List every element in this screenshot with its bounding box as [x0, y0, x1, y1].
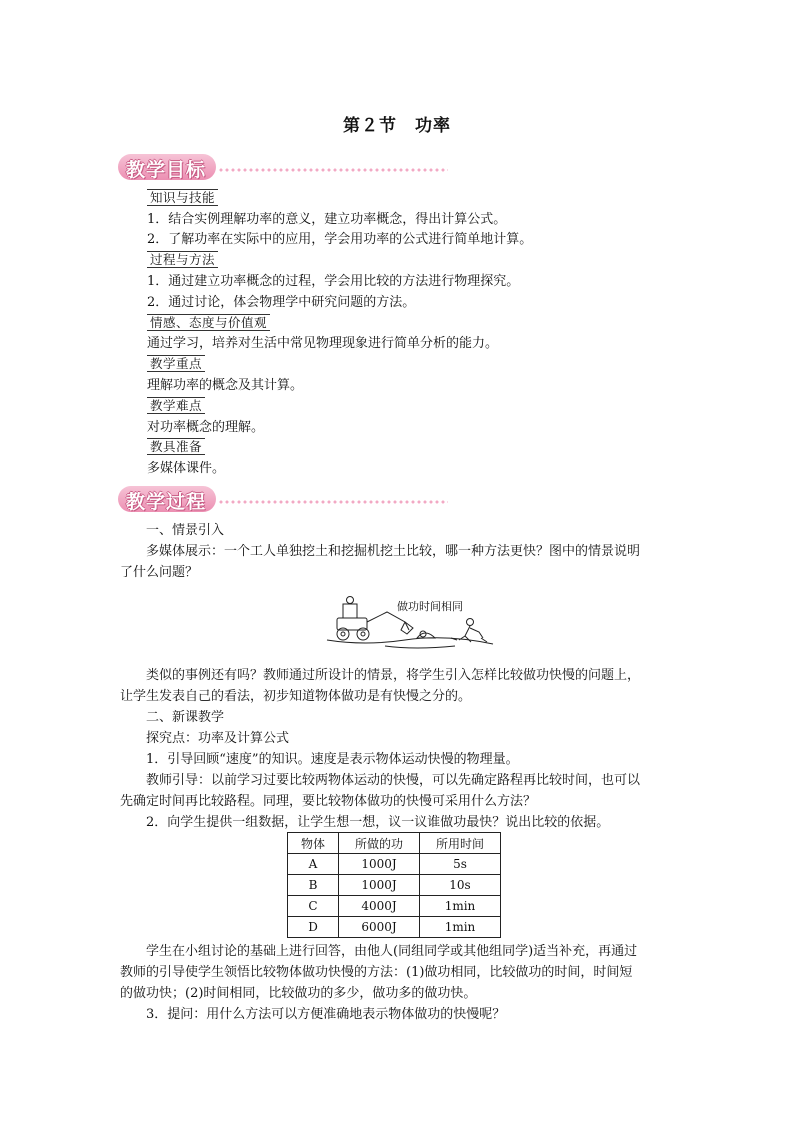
- section-heading: 二、新课教学: [146, 710, 225, 725]
- banner-label: 教学目标: [126, 159, 207, 181]
- section-heading: 一、情景引入: [146, 523, 225, 538]
- table-cell: C: [288, 896, 339, 917]
- paragraph-line: 多媒体展示：一个工人单独挖土和挖掘机挖土比较，哪一种方法更快？图中的情景说明: [146, 544, 641, 559]
- table-cell: 1min: [420, 917, 501, 938]
- objective-item: 对功率概念的理解。: [147, 420, 265, 435]
- table-header-cell: 物体: [288, 833, 339, 854]
- paragraph-line: 的做功快；(2)时间相同，比较做功的多少，做功多的做功快。: [120, 986, 477, 1001]
- objective-item: 通过学习，培养对生活中常见物理现象进行简单分析的能力。: [147, 336, 499, 351]
- table-cell: 5s: [420, 854, 501, 875]
- paragraph-line: 让学生发表自己的看法，初步知道物体做功是有快慢之分的。: [120, 689, 472, 704]
- table-cell: 1000J: [339, 875, 420, 896]
- paragraph-line: 了什么问题？: [120, 565, 199, 580]
- inquiry-point: 探究点：功率及计算公式: [146, 731, 290, 746]
- subheading-attitude: 情感、态度与价值观: [147, 314, 270, 331]
- banner-label: 教学过程: [126, 491, 207, 513]
- table-cell: 10s: [420, 875, 501, 896]
- section-banner-objectives: [118, 154, 448, 184]
- paragraph-line: 教师引导：以前学习过要比较两物体运动的快慢，可以先确定路程再比较时间，也可以: [146, 773, 641, 788]
- table-header-cell: 所用时间: [420, 833, 501, 854]
- objective-item: 理解功率的概念及其计算。: [147, 378, 304, 393]
- page-title: 第２节 功率: [343, 116, 451, 136]
- paragraph-line: 先确定时间再比较路程。同理，要比较物体做功的快慢可采用什么方法？: [120, 794, 537, 809]
- subheading-difficulty: 教学难点: [147, 397, 205, 414]
- objective-item: 1．通过建立功率概念的过程，学会用比较的方法进行物理探究。: [147, 274, 520, 289]
- paragraph-line: 教师的引导使学生领悟比较物体做功快慢的方法：(1)做功相同，比较做功的时间，时间短: [120, 965, 633, 980]
- table-header-cell: 所做的功: [339, 833, 420, 854]
- section-banner-process: [118, 486, 448, 516]
- paragraph-line: 1．引导回顾“速度”的知识。速度是表示物体运动快慢的物理量。: [146, 752, 519, 767]
- subheading-materials: 教具准备: [147, 438, 205, 455]
- banner-dots: [218, 168, 448, 172]
- table-cell: B: [288, 875, 339, 896]
- table-header-row: [288, 833, 501, 854]
- objective-item: 多媒体课件。: [147, 461, 226, 476]
- table-cell: 6000J: [339, 917, 420, 938]
- work-data-table: [287, 832, 501, 938]
- table-cell: A: [288, 854, 339, 875]
- figure-caption: 做功时间相同: [397, 600, 463, 613]
- paragraph-line: 类似的事例还有吗？教师通过所设计的情景，将学生引入怎样比较做功快慢的问题上，: [146, 668, 641, 683]
- table-row: [288, 854, 501, 875]
- paragraph-line: 3．提问：用什么方法可以方便准确地表示物体做功的快慢呢？: [146, 1007, 506, 1022]
- table-row: [288, 896, 501, 917]
- subheading-process: 过程与方法: [147, 251, 218, 268]
- table-cell: 1min: [420, 896, 501, 917]
- table-cell: 1000J: [339, 854, 420, 875]
- subheading-key-point: 教学重点: [147, 355, 205, 372]
- objective-item: 2．通过讨论，体会物理学中研究问题的方法。: [147, 295, 416, 310]
- paragraph-line: 学生在小组讨论的基础上进行回答，由他人(同组同学或其他组同学)适当补充，再通过: [146, 944, 638, 959]
- table-row: [288, 875, 501, 896]
- table-cell: 4000J: [339, 896, 420, 917]
- table-cell: D: [288, 917, 339, 938]
- table-row: [288, 917, 501, 938]
- banner-dots: [218, 500, 448, 504]
- paragraph-line: 2．向学生提供一组数据，让学生想一想，议一议谁做功最快？说出比较的依据。: [146, 815, 610, 830]
- objective-item: 2．了解功率在实际中的应用，学会用功率的公式进行简单地计算。: [147, 232, 533, 247]
- subheading-knowledge: 知识与技能: [147, 189, 218, 206]
- excavator-worker-illustration: [325, 594, 495, 654]
- objective-item: 1．结合实例理解功率的意义，建立功率概念，得出计算公式。: [147, 212, 507, 227]
